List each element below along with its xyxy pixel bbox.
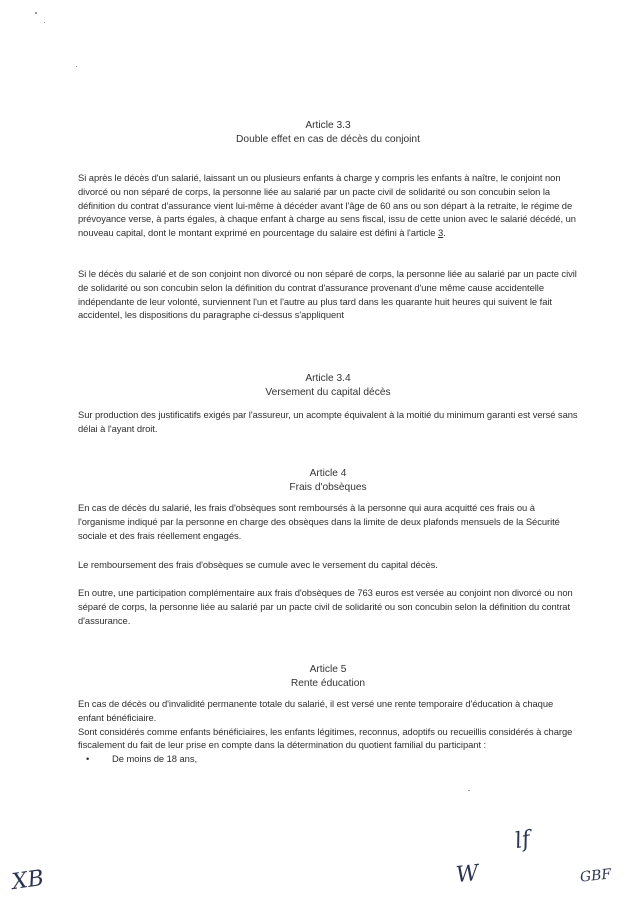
scan-speck: [468, 790, 470, 791]
handwritten-initials-right: GBF: [579, 866, 612, 886]
paragraph: Le remboursement des frais d'obsèques se cumule avec le versement du capital décès.: [78, 559, 438, 570]
scan-speck: [35, 12, 37, 14]
scan-speck: [44, 22, 45, 23]
paragraph-end: .: [443, 227, 446, 239]
article-reference: 3: [438, 227, 444, 239]
paragraph: En cas de décès ou d'invalidité permanente totale du salarié, il est versé une rente temporaire d'éducation à chaque enfant bénéficiaire.: [78, 698, 554, 723]
article-4-body: [78, 501, 578, 542]
article-subtitle: Double effet en cas de décès du conjoint: [236, 134, 420, 145]
handwritten-initials-mid: W: [454, 860, 480, 889]
article-3-3-heading: [78, 119, 578, 147]
article-4-body-2: [78, 558, 578, 572]
article-4-body-3: [78, 586, 578, 627]
bullet-icon: •: [86, 753, 90, 765]
handwritten-initials-upper: lf: [512, 826, 533, 855]
article-subtitle: Frais d'obsèques: [289, 482, 367, 493]
article-3-3-body: [78, 171, 578, 240]
paragraph: [78, 171, 578, 240]
article-subtitle: Versement du capital décès: [265, 387, 391, 398]
article-title: Article 5: [309, 664, 347, 675]
paragraph: Sont considérés comme enfants bénéficiaires, les enfants légitimes, reconnus, adoptifs ou recueillis considérés à charge fiscalement du fait de leur prise en compte dans la détermination du quotient familial du participant :: [78, 725, 573, 751]
article-4-heading: [78, 467, 578, 495]
paragraph: En cas de décès du salarié, les frais d'obsèques sont remboursés à la personne qui aura acquitté ces frais ou à l'organisme indiqué par la personne en charge des obsèques dans la limite de deux plafonds mensuels de la Sécurité sociale et des frais réellement engagés.: [78, 502, 560, 541]
article-3-3-body-2: [78, 267, 578, 322]
article-title: Article 4: [309, 468, 347, 479]
paragraph: En outre, une participation complémentaire aux frais d'obsèques de 763 euros est versée au conjoint non divorcé ou non séparé de corps, la personne liée au salarié par un pacte civil de solidarité ou son concubin selon la définition du contrat d'assurance.: [78, 587, 573, 626]
scan-speck: [76, 66, 77, 67]
article-title: Article 3.3: [305, 120, 351, 131]
article-3-4-heading: [78, 372, 578, 400]
bullet-item: [78, 752, 578, 766]
article-3-4-body: [78, 408, 578, 436]
paragraph: Sur production des justificatifs exigés par l'assureur, un acompte équivalent à la moitié du minimum garanti est versé sans délai à l'ayant droit.: [78, 409, 578, 434]
paragraph: Si le décès du salarié et de son conjoint non divorcé ou non séparé de corps, la personne liée au salarié par un pacte civil de solidarité ou son concubin selon la définition du contrat d'assurance provenant d'une même cause accidentelle indépendante de leur volonté, surviennent l'un et l'autre au plus tard dans les quarante huit heures qui suivent le fait accidentel, les dispositions du paragraphe ci-dessus s'appliquent: [78, 268, 577, 321]
paragraph-text: Si après le décès d'un salarié, laissant un ou plusieurs enfants à charge y compris les enfants à naître, le conjoint non divorcé ou non séparé de corps, la personne liée au salarié par un pacte civil de solidarité ou son concubin selon la définition du contrat d'assurance vient lui-même à décéder avant l'âge de 60 ans ou son départ à la retraite, le régime de prévoyance verse, à parts égales, à chaque enfant à charge au sens fiscal, issu de cette union avec le salarié décédé, un nouveau capital, dont le montant exprimé en pourcentage du salaire est défini à l'article: [78, 172, 576, 239]
handwritten-initials-left: XB: [10, 865, 46, 896]
article-5-body: [78, 697, 578, 766]
bullet-text: De moins de 18 ans,: [112, 753, 198, 765]
article-title: Article 3.4: [305, 373, 351, 384]
article-5-heading: [78, 663, 578, 691]
article-subtitle: Rente éducation: [290, 678, 366, 689]
